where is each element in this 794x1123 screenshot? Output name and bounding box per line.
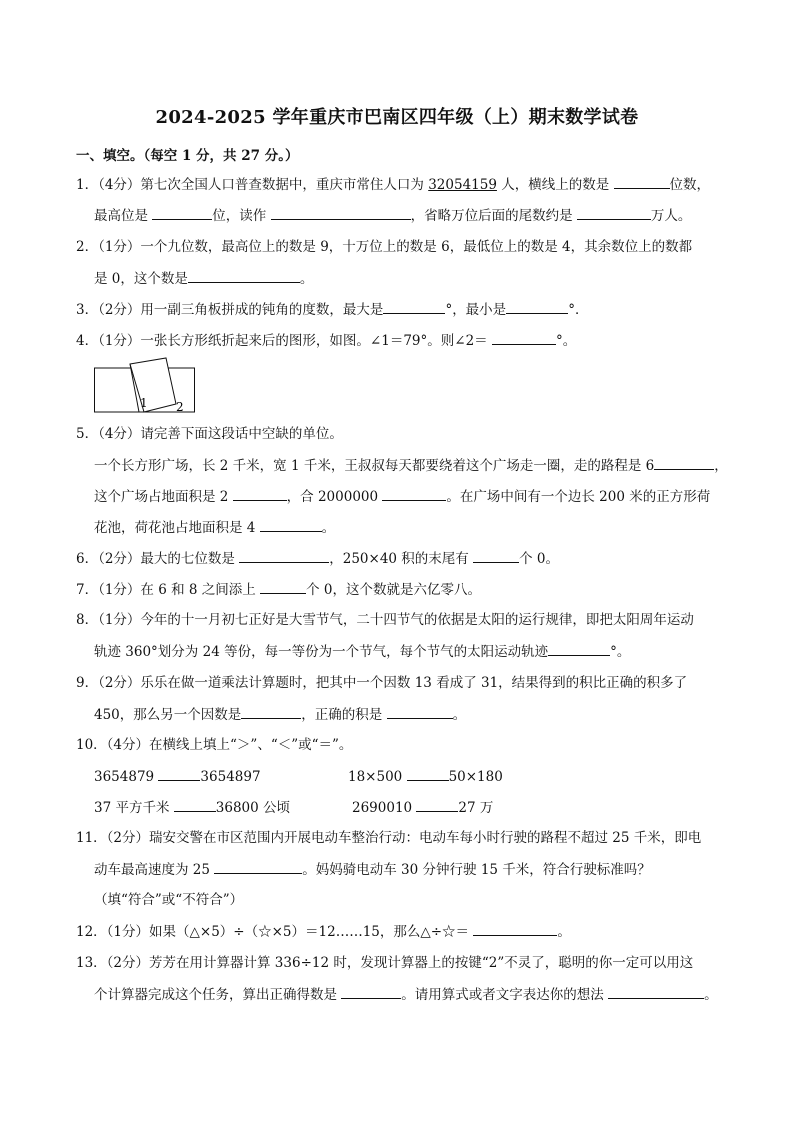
- question-8-line-2: 轨迹 360°划分为 24 等份，每一等份为一个节气，每个节气的太阳运动轨迹 °。: [94, 641, 630, 662]
- question-13-line-1: 13．（2分）芳芳在用计算器计算 336÷12 时，发现计算器上的按键“2”不灵了，聪明的你一定可以用这: [76, 955, 694, 971]
- answer-blank[interactable]: [341, 984, 401, 999]
- question-5-line-1: 5．（4分）请完善下面这段话中空缺的单位。: [76, 426, 343, 442]
- answer-blank[interactable]: [473, 548, 519, 563]
- answer-blank[interactable]: [416, 797, 458, 812]
- answer-blank[interactable]: [152, 205, 212, 220]
- answer-blank[interactable]: [271, 205, 411, 220]
- question-4: 4．（1分）一张长方形纸折起来后的图形，如图。∠1＝79°。则∠2＝ °。: [76, 330, 576, 351]
- answer-blank[interactable]: [407, 766, 449, 781]
- answer-blank[interactable]: [577, 205, 651, 220]
- answer-blank[interactable]: [188, 268, 300, 283]
- question-11-line-2: 动车最高速度为 25 。妈妈骑电动车 30 分钟行驶 15 千米，符合行驶标准吗？: [94, 859, 651, 880]
- answer-blank[interactable]: [233, 486, 287, 501]
- question-10-line-1: 10．（4分）在横线上填上“＞”、“＜”或“＝”。: [76, 737, 353, 753]
- comparison-b: 18×500 50×180: [348, 766, 503, 787]
- answer-blank[interactable]: [473, 921, 557, 936]
- question-1-line-1: 1．（4分）第七次全国人口普查数据中，重庆市常住人口为 32054159 人，横线上的数是 位数，: [76, 174, 710, 195]
- question-6: 6．（2分）最大的七位数是 ，250×40 积的末尾有 个 0。: [76, 548, 559, 569]
- answer-blank[interactable]: [260, 579, 306, 594]
- page-title: 2024-2025 学年重庆市巴南区四年级（上）期末数学试卷: [155, 107, 639, 128]
- answer-blank[interactable]: [506, 299, 568, 314]
- answer-blank[interactable]: [654, 455, 714, 470]
- answer-blank[interactable]: [492, 330, 556, 345]
- answer-blank[interactable]: [387, 704, 453, 719]
- question-3: 3．（2分）用一副三角板拼成的钝角的度数，最大是 °，最小是 °．: [76, 299, 588, 320]
- question-1-line-2: 最高位是 位，读作 ，省略万位后面的尾数约是 万人。: [94, 205, 691, 226]
- question-11-line-1: 11．（2分）瑞安交警在市区范围内开展电动车整治行动：电动车每小时行驶的路程不超过 25 千米，即电: [76, 830, 702, 846]
- answer-blank[interactable]: [548, 641, 610, 656]
- answer-blank[interactable]: [214, 859, 302, 874]
- answer-blank[interactable]: [174, 797, 216, 812]
- comparison-c: 37 平方千米 36800 公顷: [94, 797, 290, 818]
- population-number: 32054159: [428, 177, 497, 193]
- answer-blank[interactable]: [158, 766, 200, 781]
- question-7: 7．（1分）在 6 和 8 之间添上 个 0，这个数就是六亿零八。: [76, 579, 481, 600]
- angle-1-label: 1: [140, 396, 148, 410]
- question-9-line-1: 9．（2分）乐乐在做一道乘法计算题时，把其中一个因数 13 看成了 31，结果得到的积比正确的积多了: [76, 675, 688, 691]
- answer-blank[interactable]: [241, 704, 301, 719]
- answer-blank[interactable]: [608, 984, 704, 999]
- answer-blank[interactable]: [239, 548, 329, 563]
- answer-blank[interactable]: [383, 299, 445, 314]
- answer-blank[interactable]: [614, 174, 670, 189]
- question-11-line-3: （填“符合”或“不符合”）: [94, 892, 244, 908]
- question-12: 12．（1分）如果（△×5）÷（☆×5）＝12……15，那么△÷☆＝ 。: [76, 921, 571, 942]
- question-13-line-2: 个计算器完成这个任务，算出正确得数是 。请用算式或者文字表达你的想法 。: [94, 984, 718, 1005]
- question-2-line-1: 2．（1分）一个九位数，最高位上的数是 9，十万位上的数是 6，最低位上的数是 4，其余数位上的数都: [76, 239, 693, 255]
- question-5-line-3: 这个广场占地面积是 2 ，合 2000000 。在广场中间有一个边长 200 米的正方形荷: [94, 486, 710, 507]
- question-5-line-4: 花池，荷花池占地面积是 4 。: [94, 517, 335, 538]
- question-2-line-2: 是 0，这个数是 。: [94, 268, 313, 289]
- folded-rectangle-diagram: [94, 356, 198, 416]
- comparison-a: 3654879 3654897: [94, 766, 261, 787]
- angle-2-label: 2: [176, 400, 184, 414]
- question-8-line-1: 8．（1分）今年的十一月初七正好是大雪节气，二十四节气的依据是太阳的运行规律，即把太阳周年运动: [76, 612, 694, 628]
- answer-blank[interactable]: [260, 517, 322, 532]
- section-heading: 一、填空。（每空 1 分，共 27 分。）: [76, 148, 299, 164]
- comparison-d: 2690010 27 万: [352, 797, 493, 818]
- answer-blank[interactable]: [382, 486, 446, 501]
- question-5-line-2: 一个长方形广场，长 2 千米，宽 1 千米，王叔叔每天都要绕着这个广场走一圈，走的路程是 6 ，: [94, 455, 728, 476]
- question-9-line-2: 450，那么另一个因数是 ，正确的积是 。: [94, 704, 466, 725]
- folded-paper-figure: [94, 356, 198, 420]
